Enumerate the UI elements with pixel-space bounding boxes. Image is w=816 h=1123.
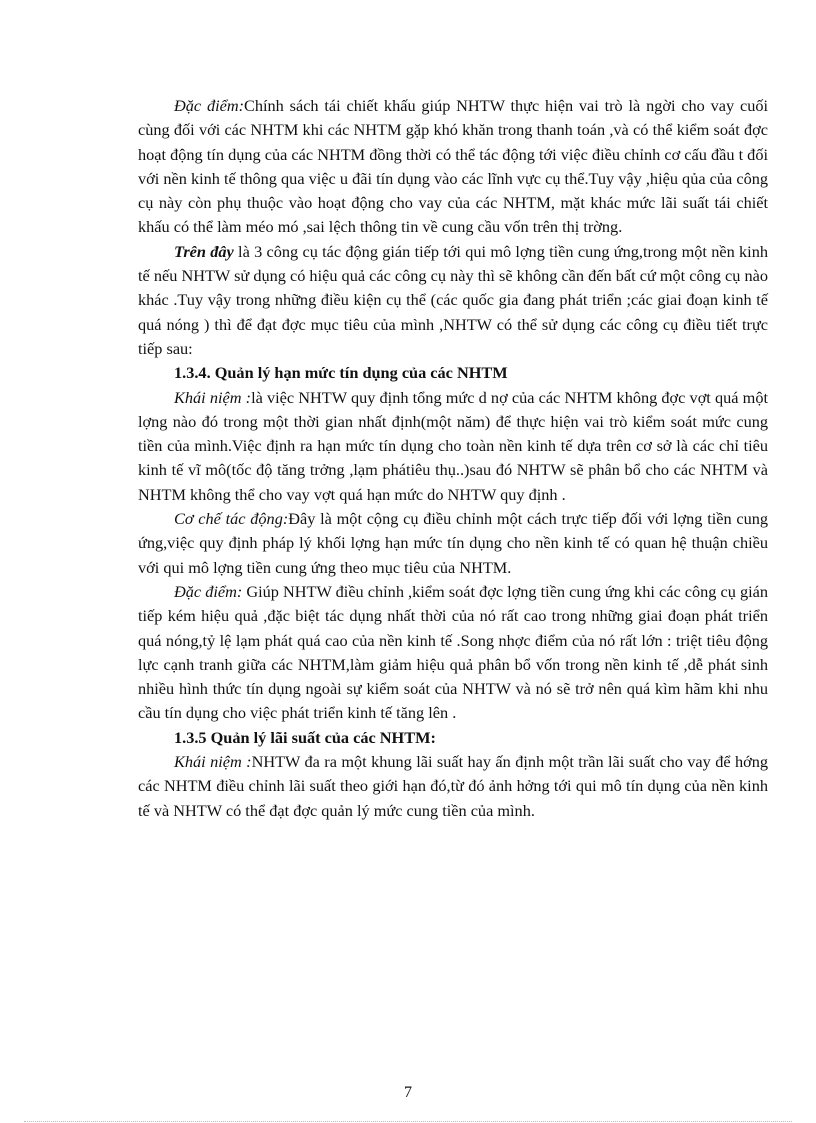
paragraph-label: Trên đây [174, 241, 234, 261]
paragraph-label: Khái niệm : [174, 387, 252, 407]
paragraph-text: Chính sách tái chiết khấu giúp NHTW thực hiện vai trò là ngời cho vay cuối cùng đối với các NHTM khi các NHTM gặp khó khăn trong thanh toán ,và có thể kiểm soát đợc hoạt động tín dụng của các NHTM đồng thời có thể tác động tới việc điều chỉnh cơ cấu đầu t đối với nền kinh tế thông qua việc u đãi tín dụng vào các lĩnh vực cụ thể.Tuy vậy ,hiệu qủa của công cụ này còn phụ thuộc vào hoạt động cho vay của các NHTM, mặt khác mức lãi suất tái chiết khấu có thể làm méo mó ,sai lệch thông tin về cung cầu vốn trên thị trờng. [138, 96, 768, 237]
page-bottom-divider [24, 1121, 792, 1122]
page-number: 7 [404, 1084, 412, 1101]
paragraph-text: là 3 công cụ tác động gián tiếp tới qui mô lợng tiền cung ứng,trong một nền kinh tế nếu NHTW sử dụng có hiệu quả các công cụ này thì sẽ không cần đến bất cứ một công cụ nào khác .Tuy vậy trong những điều kiện cụ thể (các quốc gia đang phát triển ;các giai đoạn kinh tế quá nóng ) thì để đạt đợc mục tiêu của mình ,NHTW có thể sử dụng các công cụ điều tiết trực tiếp sau: [138, 241, 768, 358]
paragraph-label: Cơ chế tác động: [174, 509, 289, 529]
paragraph-khai-niem-han-muc [138, 386, 768, 507]
paragraph-text: là việc NHTW quy định tổng mức d nợ của các NHTM không đợc vợt quá một lợng nào đó trong một thời gian nhất định(một năm) để thực hiện vai trò kiểm soát mức cung tiền của mình.Việc định ra hạn mức tín dụng cho toàn nền kinh tế dựa trên cơ sở là các chỉ tiêu kinh tế vĩ mô(tốc độ tăng trởng ,lạm phátiêu thụ..)sau đó NHTW sẽ phân bổ cho các NHTM và NHTM không thể cho vay vợt quá hạn mức do NHTW quy định . [138, 387, 768, 504]
section-heading-1-3-5: 1.3.5 Quản lý lãi suất của các NHTM: [174, 727, 436, 747]
paragraph-label: Đặc điểm: [174, 581, 243, 601]
paragraph-label: Khái niệm : [174, 752, 252, 772]
document-page [138, 94, 768, 823]
section-heading-1-3-4: 1.3.4. Quản lý hạn mức tín dụng của các NHTM [174, 363, 508, 383]
paragraph-khai-niem-lai-suat [138, 750, 768, 823]
paragraph-text: Giúp NHTW điều chỉnh ,kiểm soát đợc lợng tiền cung ứng khi các công cụ gián tiếp kém hiệu quả ,đặc biệt tác dụng nhất thời của nó rất cao trong những giai đoạn phát triển quá nóng,tỷ lệ lạm phát quá cao của nền kinh tế .Song nhợc điểm của nó rất lớn : triệt tiêu động lực cạnh tranh giữa các NHTM,làm giảm hiệu quả phân bổ vốn trong nền kinh tế ,dễ phát sinh nhiều hình thức tín dụng ngoài sự kiểm soát của NHTW và nó sẽ trở nên quá kìm hãm khi nhu cầu tín dụng cho việc phát triển kinh tế tăng lên . [138, 581, 768, 723]
paragraph-text: NHTW đa ra một khung lãi suất hay ấn định một trần lãi suất cho vay để hớng các NHTM điều chỉnh lãi suất theo giới hạn đó,từ đó ảnh hởng tới qui mô tín dụng của nền kinh tế và NHTW có thể đạt đợc quản lý mức cung tiền của mình. [138, 752, 768, 820]
paragraph-co-che-tac-dong [138, 507, 768, 580]
paragraph-tren-day [138, 240, 768, 361]
paragraph-dac-diem-tai-chiet-khau [138, 94, 768, 240]
paragraph-dac-diem-han-muc [138, 580, 768, 726]
paragraph-label: Đặc điểm: [174, 96, 245, 115]
paragraph-text: Đây là một cộng cụ điều chỉnh một cách trực tiếp đối với lợng tiền cung ứng,việc quy định pháp lý khối lợng hạn mức tín dụng cho nền kinh tế có quan hệ thuận chiều với qui mô lợng tiền cung ứng theo mục tiêu của NHTM. [138, 509, 768, 577]
